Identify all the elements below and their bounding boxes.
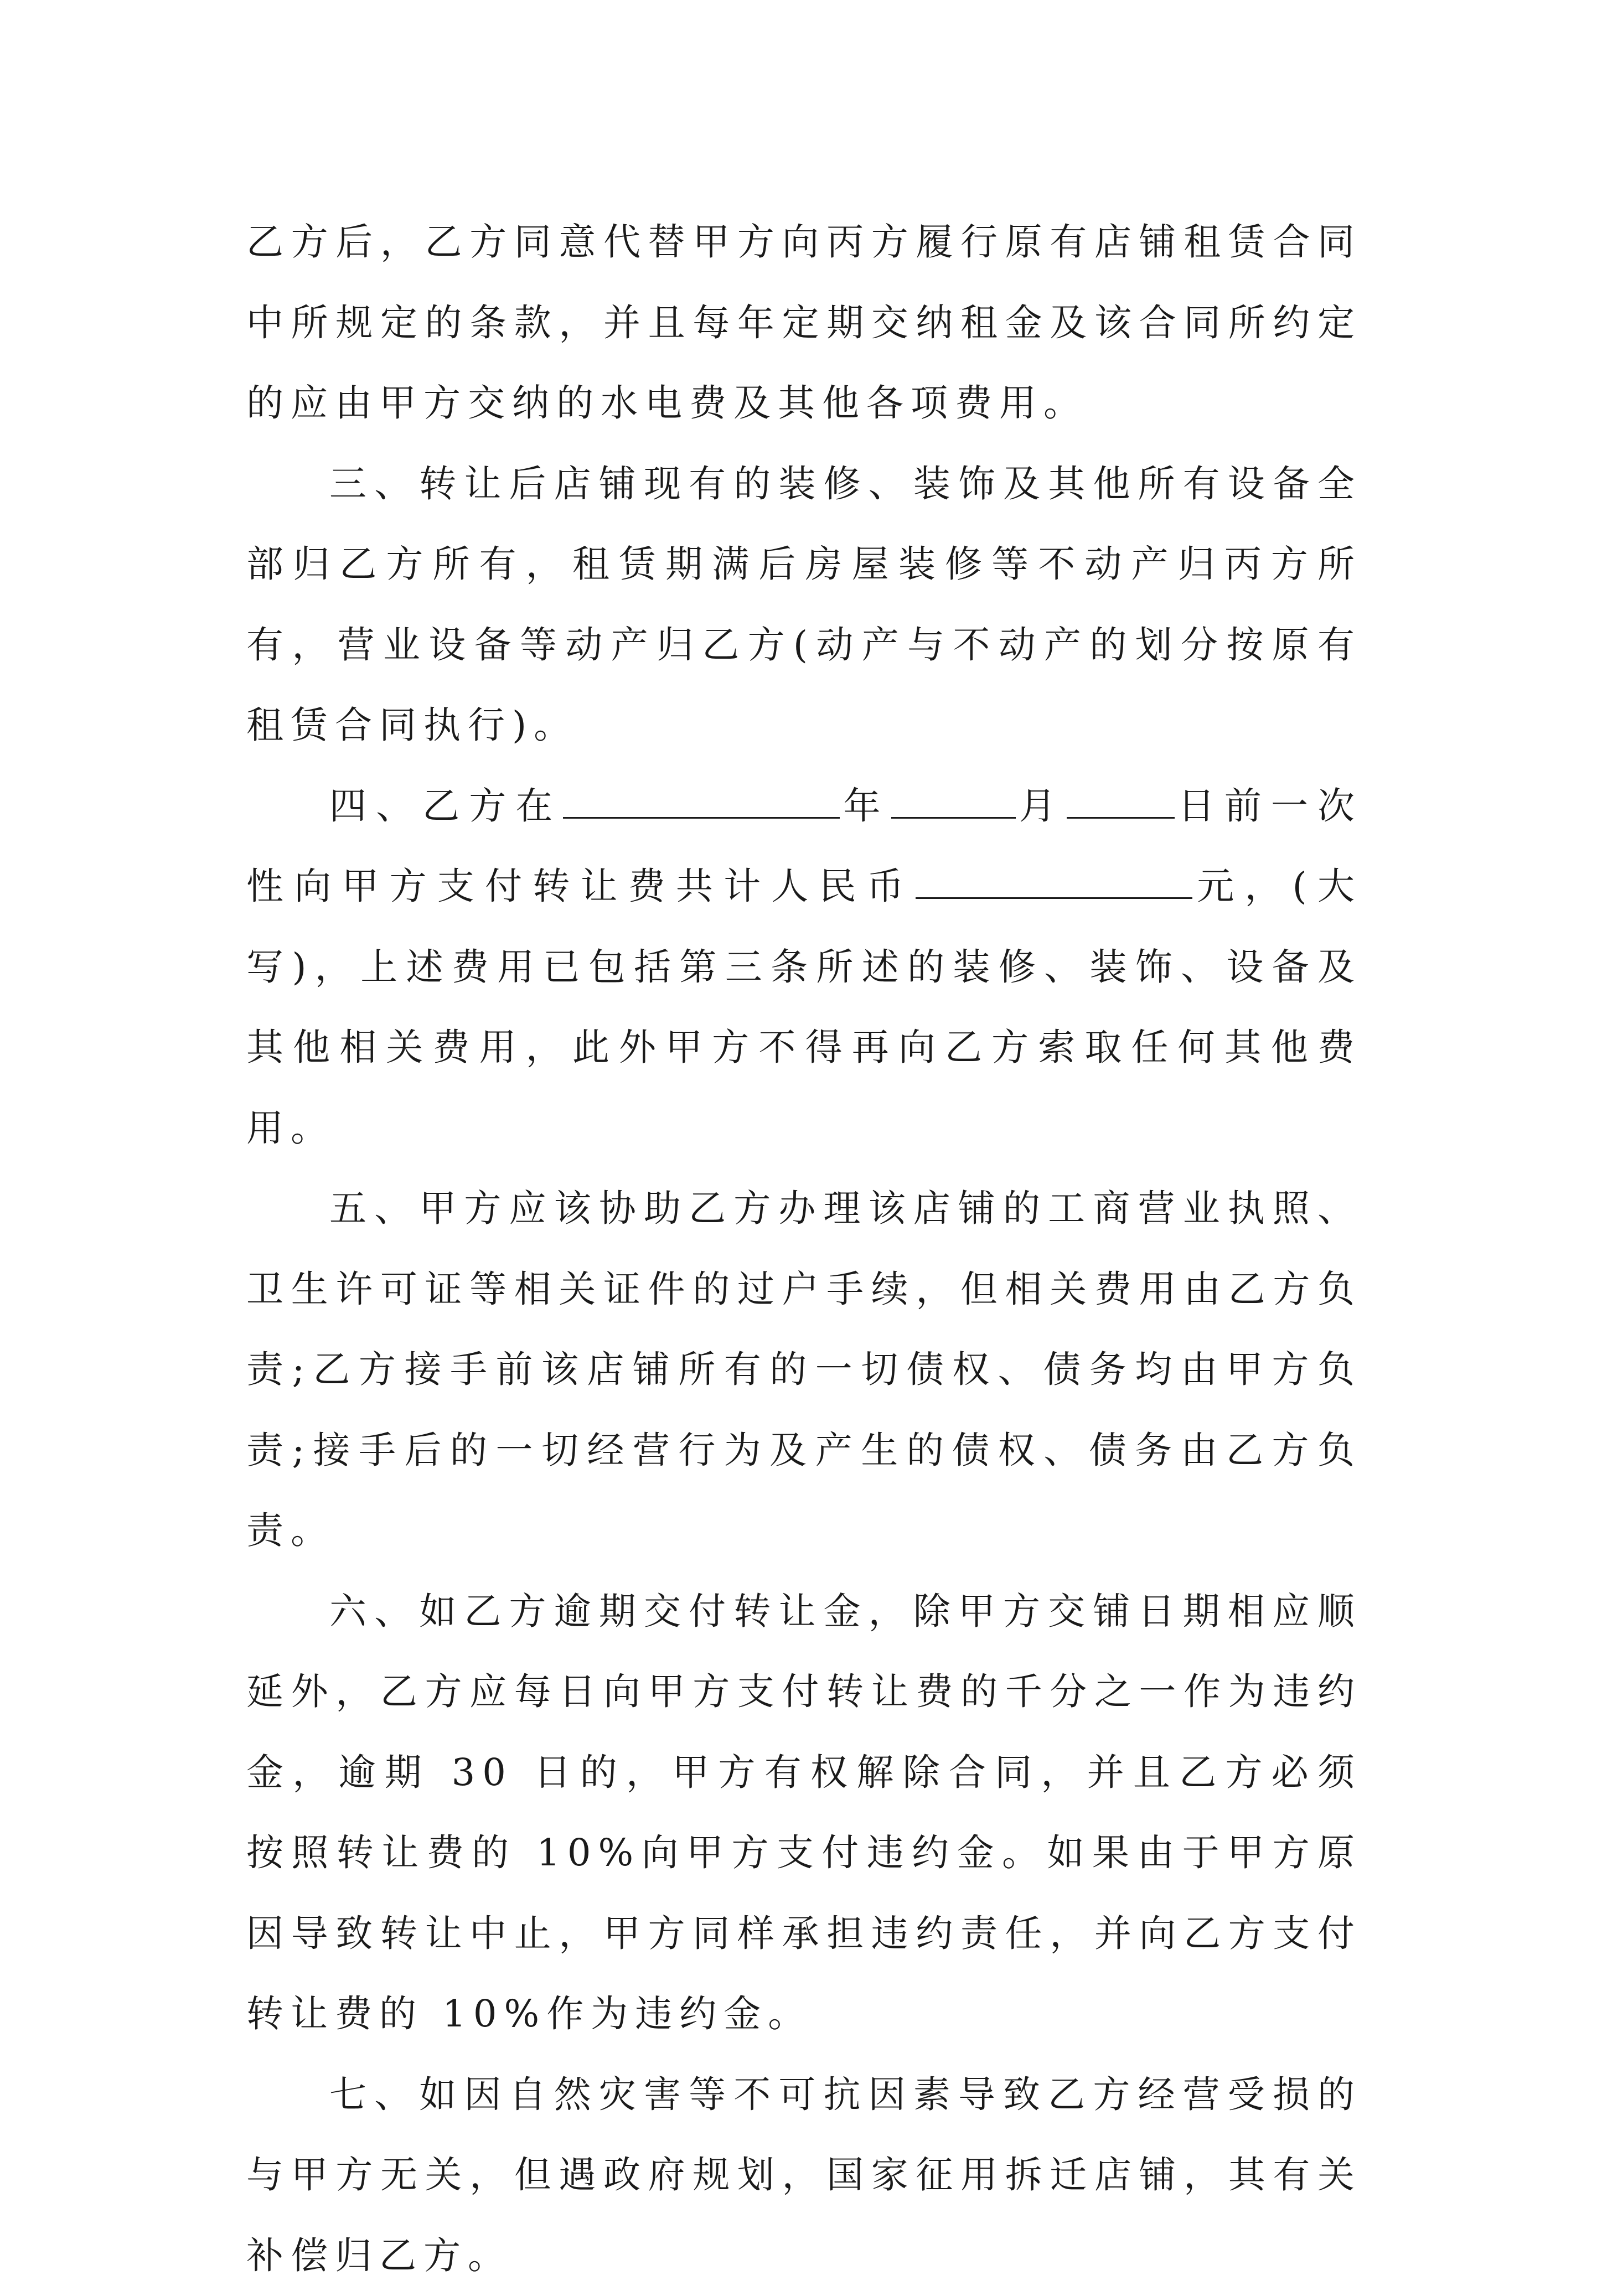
paragraph-clause-7: 七、如因自然灾害等不可抗因素导致乙方经营受损的与甲方无关，但遇政府规划，国家征用拆迁店铺，其有关补偿归乙方。	[246, 2055, 1362, 2296]
day-blank[interactable]	[1067, 785, 1175, 819]
clause-4-payment-text: 日前一次性向甲方支付转让费共计人民币	[246, 784, 1362, 908]
paragraph-clause-4	[246, 766, 1362, 1169]
paragraph-continuation: 乙方后，乙方同意代替甲方向丙方履行原有店铺租赁合同中所规定的条款，并且每年定期交纳租金及该合同所约定的应由甲方交纳的水电费及其他各项费用。	[246, 202, 1362, 444]
year-label: 年	[841, 784, 890, 828]
clause-4-suffix: 元，(大写)，上述费用已包括第三条所述的装修、装饰、设备及其他相关费用，此外甲方不得再向乙方索取任何其他费用。	[246, 865, 1362, 1150]
document-body	[246, 202, 1362, 2296]
clause-4-prefix: 四、乙方在	[329, 784, 562, 828]
year-blank[interactable]	[563, 785, 840, 819]
month-blank[interactable]	[891, 785, 1016, 819]
month-label: 月	[1017, 784, 1066, 828]
paragraph-clause-6: 六、如乙方逾期交付转让金，除甲方交铺日期相应顺延外，乙方应每日向甲方支付转让费的千分之一作为违约金，逾期 30 日的，甲方有权解除合同，并且乙方必须按照转让费的 10%向甲方支付违约金。如果由于甲方原因导致转让中止，甲方同样承担违约责任，并向乙方支付转让费的 10%作为违约金。	[246, 1571, 1362, 2055]
paragraph-clause-5: 五、甲方应该协助乙方办理该店铺的工商营业执照、卫生许可证等相关证件的过户手续，但相关费用由乙方负责;乙方接手前该店铺所有的一切债权、债务均由甲方负责;接手后的一切经营行为及产生的债权、债务由乙方负责。	[246, 1168, 1362, 1571]
amount-blank[interactable]	[916, 865, 1192, 899]
paragraph-clause-3: 三、转让后店铺现有的装修、装饰及其他所有设备全部归乙方所有，租赁期满后房屋装修等不动产归丙方所有，营业设备等动产归乙方(动产与不动产的划分按原有租赁合同执行)。	[246, 444, 1362, 766]
